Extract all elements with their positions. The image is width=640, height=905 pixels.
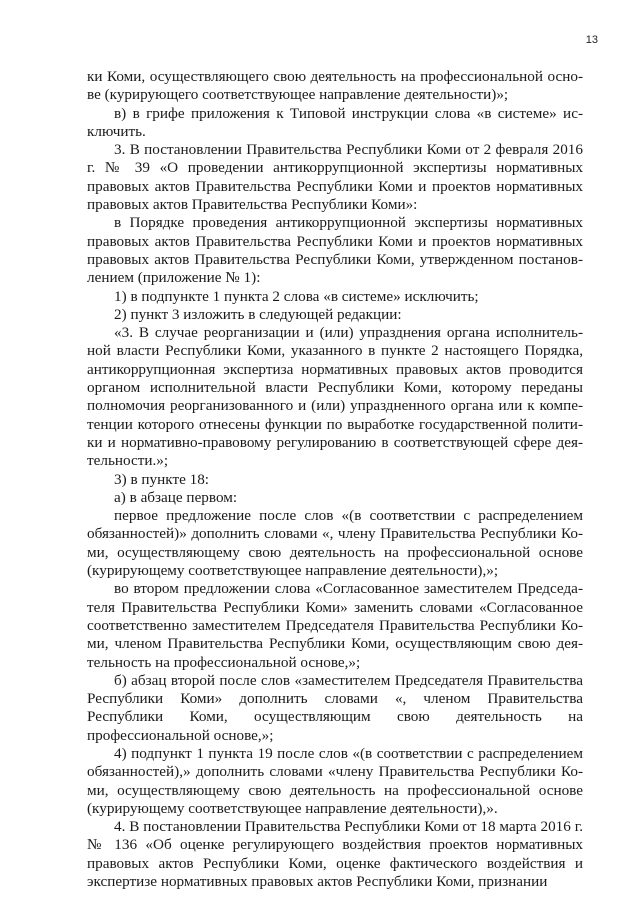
paragraph: ки Коми, осуществляющего свою деятельность на профессиональной основе (курирующего соответствующее направление деятельности)»; — [87, 68, 583, 104]
paragraph: «3. В случае реорганизации и (или) упразднения органа исполнительной власти Республики Коми, указанного в пункте 2 настоящего Порядка, антикоррупционная экспертиза нормативных правовых актов проводится органом исполнительной власти Республики Коми, которому переданы полномочия реорганизованного и (или) упраздненного органа или к компетенции которого отнесены функции по выработке государственной политики и нормативно-правовому регулированию в соответствующей сфере деятельности.»; — [87, 324, 583, 470]
document-body — [87, 68, 583, 891]
paragraph: во втором предложении слова «Согласованное заместителем Председателя Правительства Республики Коми» заменить словами «Согласованное соответственно заместителем Председателя Правительства Республики Коми, членом Правительства Республики Коми, осуществляющим свою деятельность на профессиональной основе,»; — [87, 580, 583, 671]
paragraph: 4) подпункт 1 пункта 19 после слов «(в соответствии с распределением обязанностей),» дополнить словами «члену Правительства Республики Коми, осуществляющему свою деятельность на профессиональной основе (курирующему соответствующее направление деятельности),». — [87, 744, 583, 817]
paragraph: а) в абзаце первом: — [114, 488, 238, 506]
paragraph: 4. В постановлении Правительства Республики Коми от 18 марта 2016 г. № 136 «Об оценке регулирующего воздействия проектов нормативных правовых актов Республики Коми, оценке фактического воздействия и экспертизе нормативных правовых актов Республики Коми, признании — [87, 818, 583, 891]
paragraph: 3. В постановлении Правительства Республики Коми от 2 февраля 2016 г. № 39 «О проведении антикоррупционной экспертизы нормативных правовых актов Правительства Республики Коми и проектов нормативных правовых актов Правительства Республики Коми»: — [87, 141, 583, 214]
paragraph: в Порядке проведения антикоррупционной экспертизы нормативных правовых актов Правительства Республики Коми и проектов нормативных правовых актов Правительства Республики Коми, утвержденном постановлением (приложение № 1): — [87, 214, 583, 287]
paragraph: в) в грифе приложения к Типовой инструкции слова «в системе» исключить. — [87, 104, 583, 140]
paragraph: б) абзац второй после слов «заместителем Председателя Правительства Республики Коми» дополнить словами «, членом Правительства Республики Коми, осуществляющим свою деятельность на профессиональной основе,»; — [87, 671, 583, 744]
paragraph: 1) в подпункте 1 пункта 2 слова «в системе» исключить; — [114, 287, 479, 305]
page-number: 13 — [585, 34, 598, 46]
paragraph: 3) в пункте 18: — [114, 470, 210, 488]
paragraph: первое предложение после слов «(в соответствии с распределением обязанностей)» дополнить словами «, члену Правительства Республики Коми, осуществляющему свою деятельность на профессиональной основе (курирующему соответствующее направление деятельности),»; — [87, 507, 583, 580]
paragraph: 2) пункт 3 изложить в следующей редакции: — [114, 305, 402, 323]
